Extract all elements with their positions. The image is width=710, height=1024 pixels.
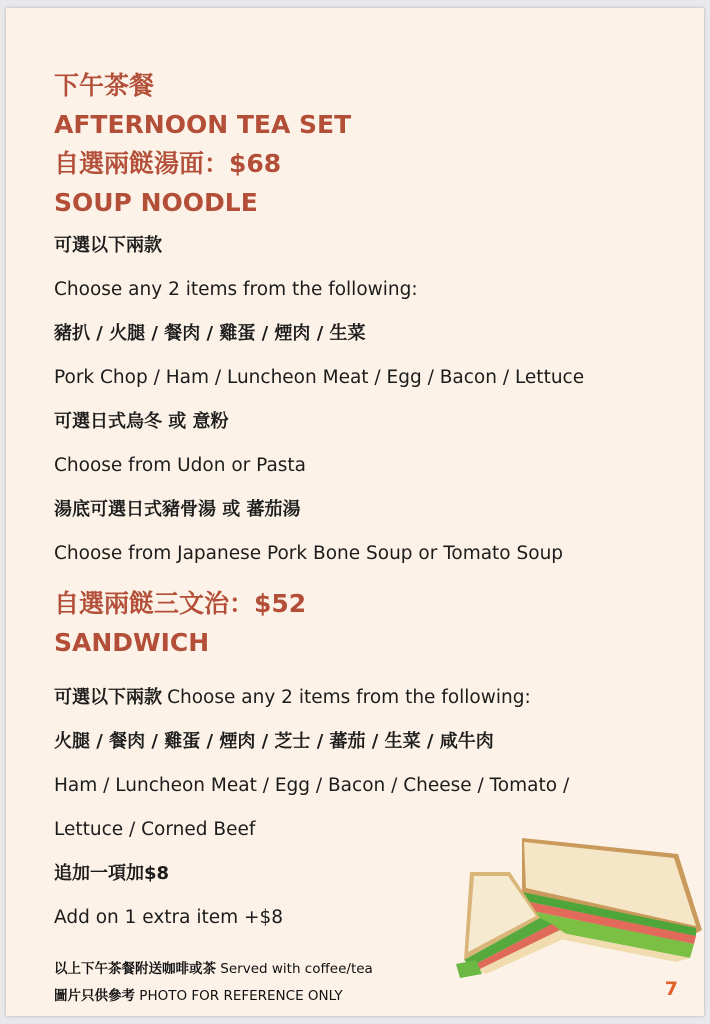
served-en: Served with coffee/tea — [220, 961, 373, 977]
title-en: AFTERNOON TEA SET — [54, 110, 352, 139]
menu-page — [6, 8, 704, 1016]
noodle-choice-zh: 可選日式烏冬 或 意粉 — [54, 411, 229, 432]
soup-items-zh: 豬扒 / 火腿 / 餐肉 / 雞蛋 / 煙肉 / 生菜 — [54, 323, 366, 344]
soup-choose-en: Choose any 2 items from the following: — [54, 279, 418, 300]
sandwich-items-en-line1: Ham / Luncheon Meat / Egg / Bacon / Cheese / Tomato / — [54, 775, 570, 796]
sandwich-choose-zh: 可選以下兩款 — [54, 687, 162, 708]
soup-noodle-heading-en: SOUP NOODLE — [54, 188, 258, 217]
sandwich-photo — [452, 832, 708, 986]
soup-base-en: Choose from Japanese Pork Bone Soup or Tomato Soup — [54, 543, 564, 564]
sandwich-choose — [54, 676, 694, 720]
page-number: 7 — [664, 978, 678, 1000]
soup-items-en: Pork Chop / Ham / Luncheon Meat / Egg / Bacon / Lettuce — [54, 367, 585, 388]
sandwich-items-zh: 火腿 / 餐肉 / 雞蛋 / 煙肉 / 芝士 / 蕃茄 / 生菜 / 咸牛肉 — [54, 731, 494, 752]
served-zh: 以上下午茶餐附送咖啡或茶 — [54, 961, 216, 977]
extra-item-en: Add on 1 extra item +$8 — [54, 907, 284, 928]
sandwich-heading-en: SANDWICH — [54, 628, 210, 657]
soup-choose-zh: 可選以下兩款 — [54, 235, 162, 256]
soup-noodle-heading-zh: 自選兩餸湯面：$68 — [54, 149, 282, 178]
soup-base-zh: 湯底可選日式豬骨湯 或 蕃茄湯 — [54, 499, 301, 520]
title-zh: 下午茶餐 — [54, 71, 155, 100]
sandwich-items-en-line2: Lettuce / Corned Beef — [54, 819, 256, 840]
photo-en: PHOTO FOR REFERENCE ONLY — [139, 988, 343, 1004]
sandwich-heading-zh: 自選兩餸三文治：$52 — [54, 589, 307, 618]
noodle-choice-en: Choose from Udon or Pasta — [54, 455, 307, 476]
photo-zh: 圖片只供參考 — [54, 988, 135, 1004]
extra-item-zh: 追加一項加$8 — [54, 863, 170, 884]
photo-note — [54, 983, 694, 1010]
sandwich-choose-en: Choose any 2 items from the following: — [167, 687, 531, 708]
